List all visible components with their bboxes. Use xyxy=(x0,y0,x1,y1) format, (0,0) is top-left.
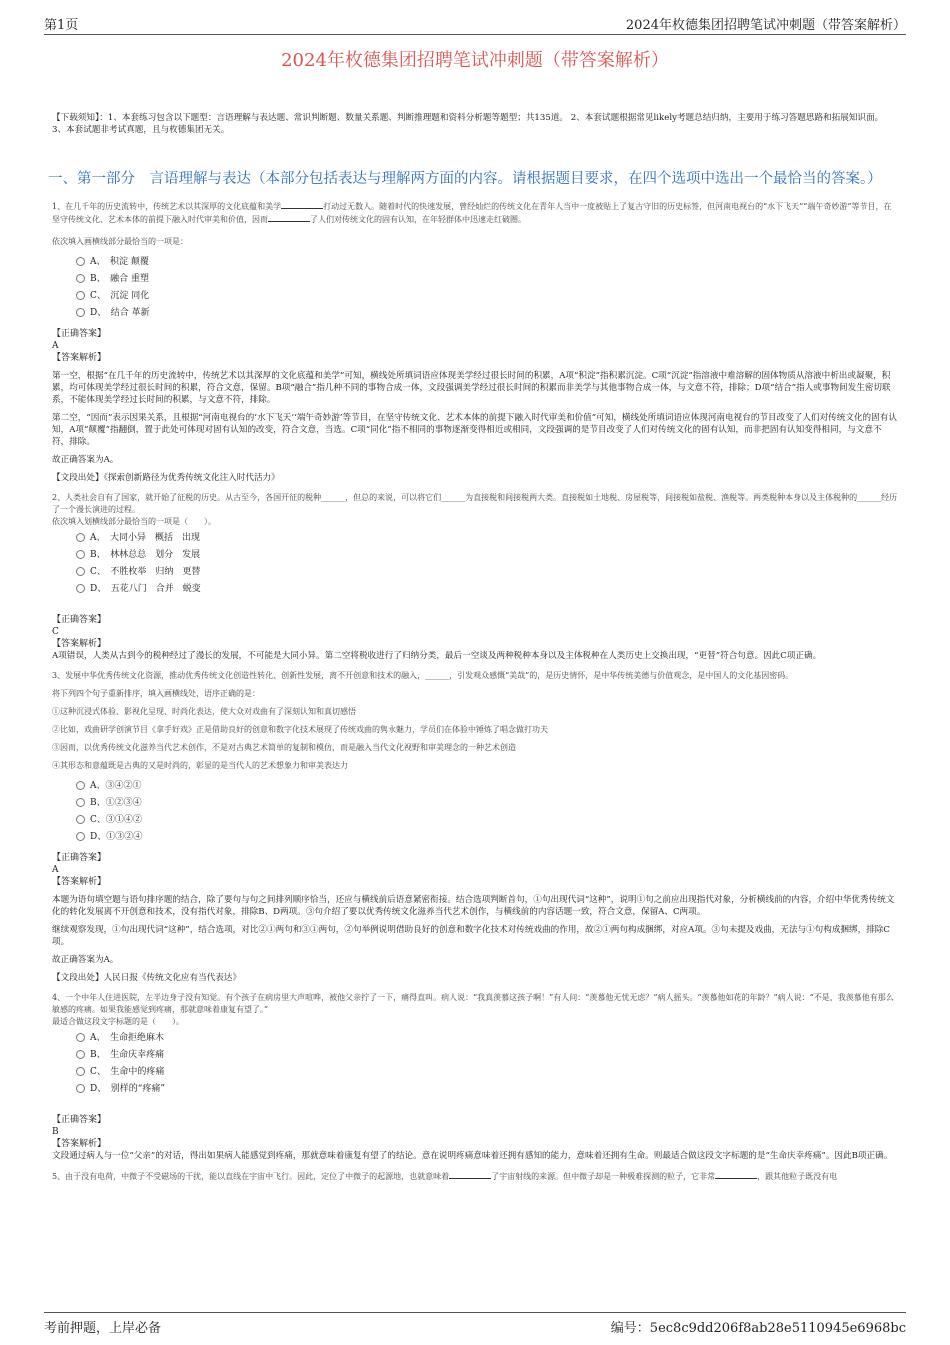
header-doc-title: 2024年枚德集团招聘笔试冲刺题（带答案解析） xyxy=(625,18,906,33)
answer-label: 【正确答案】 xyxy=(52,853,107,863)
question-1 xyxy=(52,200,898,484)
explanation-label: 【答案解析】 xyxy=(52,639,107,649)
footer-slogan: 考前押题，上岸必备 xyxy=(44,1321,162,1336)
radio-icon[interactable] xyxy=(76,1067,85,1076)
radio-icon[interactable] xyxy=(76,257,85,266)
sentence-1: ①这种沉浸式体验、影视化呈现、时尚化表达，使大众对戏曲有了深刻认知和真切感悟 xyxy=(52,707,356,716)
fill-blank xyxy=(715,1170,757,1179)
answer-label: 【正确答案】 xyxy=(52,329,107,339)
radio-icon[interactable] xyxy=(76,308,85,317)
question-prompt: 依次填入画横线部分最恰当的一项是： xyxy=(52,237,188,246)
option-c[interactable]: C、 生命中的疼痛 xyxy=(76,1064,898,1081)
option-b[interactable]: B、 融合 重塑 xyxy=(76,271,898,288)
option-c[interactable]: C、 不胜枚举 归纳 更替 xyxy=(76,564,898,581)
answer-value: A xyxy=(52,865,59,875)
answer-value: C xyxy=(52,627,59,637)
explanation-text: 第一空，根据“在几千年的历史流转中，传统艺术以其深厚的文化底蕴和美学”可知，横线处所填词语应体现美学经过很长时间的积累，A项“积淀”指积累沉淀。C项“沉淀”指溶液中难溶解的固体物质从溶液中析出或凝聚，积累，均可体现美学经过很长时间的积累，符合文意，保留。B项“融合”指几种不同的事物合成一体，文段强调美学经过很长时间的积累而非美学与其他事物合成一体，与文意不符，排除；D项“结合”指人或事物间发生密切联系，不能体现美学经过长时间的积累，与文意不符，排除。 xyxy=(52,371,891,405)
explanation-label: 【答案解析】 xyxy=(52,1139,107,1149)
radio-icon[interactable] xyxy=(76,1033,85,1042)
radio-icon[interactable] xyxy=(76,798,85,807)
fill-blank xyxy=(281,200,323,209)
explanation-label: 【答案解析】 xyxy=(52,877,107,887)
page-number: 第1页 xyxy=(44,18,79,33)
answer-label: 【正确答案】 xyxy=(52,615,107,625)
section-heading: 一、第一部分 言语理解与表达（本部分包括表达与理解两方面的内容。请根据题目要求，在四个选项中选出一个最恰当的答案。） xyxy=(48,171,882,187)
question-stem: 2、人类社会自有了国家，就开始了征税的历史。从古至今，各国开征的税种______，但总的来说，可以将它们______为直接税和间接税两大类。直接税如土地税、房屋税等，间接税如盐税、渔税等。两类税种本身以及主体税种的______经历了一个漫长演进的过程。 xyxy=(52,493,898,514)
fill-blank xyxy=(449,1170,491,1179)
footer-code: 编号：5ec8c9dd206f8ab28e5110945e6968bc xyxy=(610,1321,906,1336)
document-body xyxy=(48,112,898,1183)
question-prompt: 依次填入划横线部分最恰当的一项是（ ）。 xyxy=(52,517,216,526)
page-footer xyxy=(44,1312,906,1337)
answer-value: B xyxy=(52,1127,59,1137)
question-prompt: 最适合做这段文字标题的是（ ）。 xyxy=(52,1017,184,1026)
page-header xyxy=(44,14,906,35)
option-a[interactable]: A、③④②① xyxy=(76,778,898,795)
radio-icon[interactable] xyxy=(76,550,85,559)
question-stem: 5、由于没有电荷，中微子不受磁场的干扰，能以直线在宇宙中飞行。因此，定位了中微子的起源地，也就意味着 了宇宙射线的来源。但中微子却是一种极难探测的粒子，它非常 ，跟其他粒子既没有电 xyxy=(52,1172,838,1181)
option-b[interactable]: B、 林林总总 划分 发展 xyxy=(76,547,898,564)
explanation-label: 【答案解析】 xyxy=(52,353,107,363)
radio-icon[interactable] xyxy=(76,1084,85,1093)
source: 【文段出处】人民日报《传统文化应有当代表达》 xyxy=(52,973,242,983)
question-4 xyxy=(52,992,898,1162)
question-stem: 4、一个中年人住进医院，左半边身子没有知觉。有个孩子在病房里大声喧哗，被他父亲拧了一下，痛得直叫。病人说：“我真羡慕这孩子啊！”有人问：“羡慕他无忧无虑？”病人摇头。“羡慕他如花的年龄？”病人说：“不是，我羡慕他有那么敏感的疼痛。如果我能感觉到疼痛，那就意味着康复有望了。” xyxy=(52,993,894,1014)
sentence-3: ③因而，以优秀传统文化滋养当代艺术创作，不是对古典艺术简单的复制和模仿，而是融入当代文化视野和审美理念的一种艺术创造 xyxy=(52,743,516,752)
fill-blank xyxy=(268,213,310,222)
options-list xyxy=(76,778,898,846)
option-c[interactable]: C、 沉淀 同化 xyxy=(76,288,898,305)
radio-icon[interactable] xyxy=(76,815,85,824)
option-a[interactable]: A、 生命拒绝麻木 xyxy=(76,1030,898,1047)
answer-label: 【正确答案】 xyxy=(52,1115,107,1125)
sentence-2: ②比如，戏曲研学创演节目《拿手好戏》正是借助良好的创意和数字化技术展现了传统戏曲的隽永魅力，学员们在体验中锤炼了唱念做打功夫 xyxy=(52,725,548,734)
option-d[interactable]: D、①③②④ xyxy=(76,829,898,846)
options-list xyxy=(76,530,898,598)
radio-icon[interactable] xyxy=(76,567,85,576)
explanation-text: 本题为语句填空题与语句排序题的结合，除了要句与句之间排列顺序恰当，还应与横线前后语意紧密衔接。结合选项判断首句，①句出现代词“这种”，说明①句之前应出现指代对象，分析横线前的内容，介绍中华优秀传统文化的转化发展离不开创意和技术，没有指代对象，排除B、D两项。③句介绍了要以优秀传统文化滋养当代艺术创作，与横线前的内容话题一致，符合文意，保留A、C两项。 xyxy=(52,895,895,917)
conclusion: 故正确答案为A。 xyxy=(52,455,119,465)
source: 【文段出处】《探索创新路径为优秀传统文化注入时代活力》 xyxy=(52,473,280,483)
option-b[interactable]: B、①②③④ xyxy=(76,795,898,812)
explanation-text: 文段通过病人与一位“父亲”的对话，得出如果病人能感觉到疼痛，那就意味着康复有望了的结论。意在说明疼痛意味着还拥有感知的能力，意味着还拥有生命。则最适合做这段文字标题的是“生命庆幸疼痛”。因此B项正确。 xyxy=(52,1151,893,1161)
radio-icon[interactable] xyxy=(76,584,85,593)
option-a[interactable]: A、 积淀 颠覆 xyxy=(76,254,898,271)
option-d[interactable]: D、 五花八门 合并 蜕变 xyxy=(76,581,898,598)
options-list xyxy=(76,254,898,322)
radio-icon[interactable] xyxy=(76,533,85,542)
question-stem: 1、在几千年的历史流转中，传统艺术以其深厚的文化底蕴和美学 打动过无数人。随着时代的快速发展，曾经灿烂的传统文化在青年人当中一度被贴上了复古守旧的历史标签，但河南电视台的“水下飞天”“端午奇妙游”等节目，在坚守传统文化、艺术本体的前提下融入时代审美和价值，因而 了人们对传统文化的固有认知，在年轻群体中迅速走红破圈。 xyxy=(52,202,892,224)
option-b[interactable]: B、 生命庆幸疼痛 xyxy=(76,1047,898,1064)
explanation-text: 继续观察发现，①句出现代词“这种”，结合选项，对比②①两句和③①两句，②句举例说明借助良好的创意和数字化技术对传统戏曲的作用，故②①两句构成捆绑，对应A项。③句未提及戏曲，无法与①句构成捆绑，排除C项。 xyxy=(52,925,890,947)
sentence-4: ④其形态和意蕴既是古典的又是时尚的，彰显的是当代人的艺术想象力和审美表达力 xyxy=(52,761,348,770)
options-list xyxy=(76,1030,898,1098)
radio-icon[interactable] xyxy=(76,1050,85,1059)
question-2 xyxy=(52,492,898,662)
question-3 xyxy=(52,670,898,984)
radio-icon[interactable] xyxy=(76,291,85,300)
conclusion: 故正确答案为A。 xyxy=(52,955,119,965)
radio-icon[interactable] xyxy=(76,832,85,841)
question-prompt: 将下列四个句子重新排序，填入画横线处，语序正确的是： xyxy=(52,689,260,698)
download-notice: 【下载须知】：1、本套练习包含以下题型：言语理解与表达题、常识判断题、数量关系题、判断推理题和资料分析题等题型；共135道。 2、本套试题根据常见likely考题总结归纳，主要用于练习答题思路和拓展知识面。 3、本套试题非考试真题，且与枚德集团无关。 xyxy=(52,113,884,135)
question-stem: 3、发展中华优秀传统文化资源，推动优秀传统文化创造性转化、创新性发展，离不开创意和技术的融入，______，引发观众感慨“美哉”的，是历史情怀，是中华传统美德与价值观念，是中国人的文化基因密码。 xyxy=(52,671,794,680)
option-c[interactable]: C、③①④② xyxy=(76,812,898,829)
answer-value: A xyxy=(52,341,59,351)
option-d[interactable]: D、 别样的“疼痛” xyxy=(76,1081,898,1098)
explanation-text: A项错误，人类从古到今的税种经过了漫长的发展，不可能是大同小异。第二空将税收进行了归纳分类，最后一空谈及两种税种本身以及主体税种在人类历史上交换出现，“更替”符合句意。因此C项正确。 xyxy=(52,651,822,661)
option-a[interactable]: A、 大同小异 概括 出现 xyxy=(76,530,898,547)
page-title: 2024年枚德集团招聘笔试冲刺题（带答案解析） xyxy=(281,50,669,71)
option-d[interactable]: D、 结合 革新 xyxy=(76,305,898,322)
radio-icon[interactable] xyxy=(76,781,85,790)
explanation-text: 第二空，“因而”表示因果关系，且根据“河南电视台的‘水下飞天’‘端午奇妙游’等节目，在坚守传统文化、艺术本体的前提下融入时代审美和价值”可知，横线处所填词语应体现河南电视台的节目改变了人们对传统文化的固有认知，A项“颠覆”指翻倒，置于此处可体现对固有认知的改变，符合文意，当选。C项“同化”指不相同的事物逐渐变得相近或相同，文段强调的是节目改变了人们对传统文化的固有认知，而非把固有认知变得相同，与文意不符，排除。 xyxy=(52,413,897,447)
radio-icon[interactable] xyxy=(76,274,85,283)
question-5 xyxy=(52,1170,898,1183)
